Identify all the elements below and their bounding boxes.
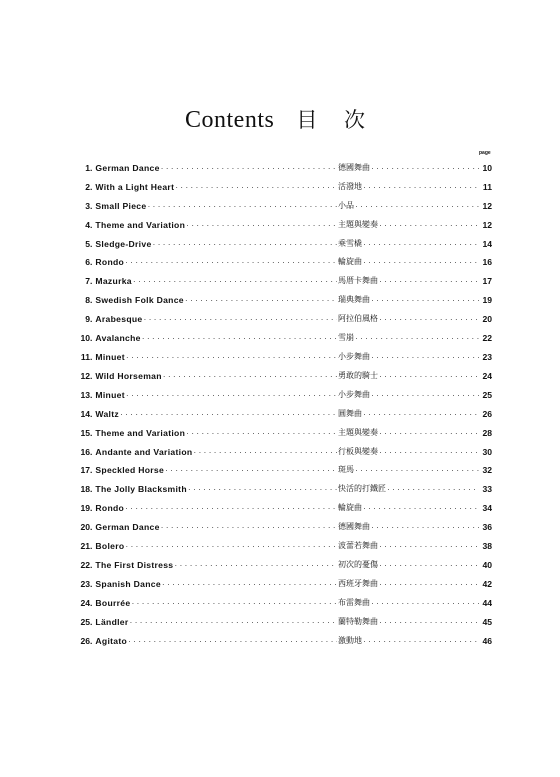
entry-english-title: With a Light Heart — [95, 181, 175, 192]
toc-entry[interactable] — [80, 173, 492, 192]
entry-number: 22 — [80, 559, 90, 570]
dot-leader — [379, 276, 479, 286]
dot-leader — [144, 314, 337, 324]
entry-chinese-part — [338, 163, 492, 173]
entry-page-number: 42 — [482, 578, 492, 589]
entry-english-title: Mazurka — [95, 276, 132, 287]
entry-number: 14 — [80, 408, 90, 419]
entry-page-number: 40 — [482, 559, 492, 570]
dot-leader — [379, 314, 479, 324]
dot-leader — [371, 390, 479, 400]
entry-english-part — [80, 201, 338, 211]
entry-number: 25 — [80, 616, 90, 627]
entry-chinese-part — [338, 239, 492, 249]
toc-entry[interactable] — [80, 513, 492, 532]
entry-english-title: Wild Horseman — [95, 370, 162, 381]
entry-chinese-part — [338, 503, 492, 513]
entry-chinese-part — [338, 522, 492, 532]
entry-number-dot: . — [90, 541, 93, 552]
toc-entry[interactable] — [80, 324, 492, 343]
entry-number-dot: . — [90, 219, 93, 230]
entry-english-title: Arabesque — [95, 314, 143, 325]
entry-number-dot: . — [90, 446, 93, 457]
entry-chinese-part — [338, 352, 492, 362]
entry-english-part — [80, 220, 338, 230]
entry-chinese-part — [338, 428, 492, 438]
dot-leader — [363, 409, 479, 419]
entry-chinese-title: 主題與變奏 — [338, 427, 378, 437]
entry-page-number: 22 — [482, 333, 492, 344]
entry-number-dot: . — [90, 616, 93, 627]
entry-page-number: 20 — [482, 314, 492, 325]
entry-page-number: 28 — [482, 427, 492, 438]
entry-english-title: Andante and Variation — [95, 446, 193, 457]
entry-page-number: 46 — [482, 635, 492, 646]
entry-number: 6 — [85, 257, 90, 268]
entry-number-dot: . — [90, 200, 93, 211]
toc-entry[interactable] — [80, 249, 492, 268]
entry-chinese-title: 德國舞曲 — [338, 162, 370, 172]
entry-number: 9 — [85, 314, 90, 325]
entry-number: 13 — [80, 389, 90, 400]
toc-entry[interactable] — [80, 362, 492, 381]
entry-number-dot: . — [90, 370, 93, 381]
dot-leader — [131, 598, 337, 608]
entry-number: 20 — [80, 522, 90, 533]
entry-english-title: Minuet — [95, 389, 125, 400]
table-of-contents — [80, 154, 492, 646]
entry-english-part — [80, 579, 338, 589]
entry-chinese-title: 西班牙舞曲 — [338, 578, 378, 588]
entry-chinese-part — [338, 390, 492, 400]
toc-entry[interactable] — [80, 192, 492, 211]
entry-number-dot: . — [90, 295, 93, 306]
dot-leader — [185, 295, 337, 305]
dot-leader — [125, 257, 337, 267]
entry-english-title: Minuet — [95, 351, 125, 362]
dot-leader — [371, 598, 479, 608]
entry-page-number: 12 — [482, 200, 492, 211]
entry-chinese-part — [338, 617, 492, 627]
dot-leader — [363, 239, 479, 249]
dot-leader — [379, 560, 479, 570]
entry-number: 2 — [85, 181, 90, 192]
toc-entry[interactable] — [80, 267, 492, 286]
dot-leader — [174, 560, 337, 570]
entry-english-title: Avalanche — [95, 333, 141, 344]
entry-number: 23 — [80, 578, 90, 589]
entry-page-number: 23 — [482, 351, 492, 362]
entry-english-title: Bolero — [95, 541, 125, 552]
entry-english-title: German Dance — [95, 162, 160, 173]
toc-entry[interactable] — [80, 343, 492, 362]
entry-chinese-title: 雪崩 — [338, 333, 354, 343]
entry-english-part — [80, 390, 338, 400]
dot-leader — [125, 541, 337, 551]
entry-chinese-title: 快活的打鐵匠 — [338, 484, 386, 494]
entry-number-dot: . — [90, 484, 93, 495]
dot-leader — [379, 371, 479, 381]
entry-english-title: Rondo — [95, 257, 125, 268]
entry-page-number: 10 — [482, 162, 492, 173]
toc-entry[interactable] — [80, 230, 492, 249]
entry-chinese-part — [338, 314, 492, 324]
entry-chinese-part — [338, 201, 492, 211]
entry-chinese-part — [338, 579, 492, 589]
entry-english-part — [80, 617, 338, 627]
entry-chinese-part — [338, 276, 492, 286]
entry-number-dot: . — [90, 408, 93, 419]
toc-entry[interactable] — [80, 589, 492, 608]
entry-number: 17 — [80, 465, 90, 476]
entry-page-number: 14 — [482, 238, 492, 249]
entry-number: 7 — [85, 276, 90, 287]
entry-english-title: Swedish Folk Dance — [95, 295, 184, 306]
entry-number: 24 — [80, 597, 90, 608]
dot-leader — [371, 163, 479, 173]
entry-chinese-title: 德國舞曲 — [338, 522, 370, 532]
entry-number: 5 — [85, 238, 90, 249]
entry-english-part — [80, 314, 338, 324]
toc-entry[interactable] — [80, 286, 492, 305]
dot-leader — [387, 484, 479, 494]
entry-chinese-part — [338, 560, 492, 570]
entry-number-dot: . — [90, 503, 93, 514]
entry-chinese-title: 波蕾若舞曲 — [338, 541, 378, 551]
entry-english-part — [80, 239, 338, 249]
entry-page-number: 11 — [482, 181, 492, 192]
entry-page-number: 19 — [482, 295, 492, 306]
entry-page-number: 33 — [482, 484, 492, 495]
dot-leader — [161, 522, 337, 532]
entry-english-title: Small Piece — [95, 200, 147, 211]
entry-english-title: The First Distress — [95, 559, 174, 570]
dot-leader — [128, 636, 337, 646]
toc-entry[interactable] — [80, 419, 492, 438]
entry-english-title: German Dance — [95, 522, 160, 533]
dot-leader — [371, 522, 479, 532]
entry-number: 21 — [80, 541, 90, 552]
dot-leader — [355, 333, 479, 343]
entry-english-title: Theme and Variation — [95, 427, 186, 438]
dot-leader — [379, 447, 479, 457]
dot-leader — [162, 579, 337, 589]
entry-number: 3 — [85, 200, 90, 211]
entry-number: 4 — [85, 219, 90, 230]
entry-chinese-title: 乘雪橇 — [338, 238, 362, 248]
entry-english-part — [80, 182, 338, 192]
entry-chinese-title: 蘭特勒舞曲 — [338, 616, 378, 626]
entry-number: 12 — [80, 370, 90, 381]
entry-number: 15 — [80, 427, 90, 438]
entry-number-dot: . — [90, 238, 93, 249]
entry-english-part — [80, 541, 338, 551]
entry-number-dot: . — [90, 314, 93, 325]
entry-page-number: 17 — [482, 276, 492, 287]
toc-entry[interactable] — [80, 211, 492, 230]
entry-chinese-part — [338, 484, 492, 494]
toc-entry[interactable] — [80, 475, 492, 494]
dot-leader — [142, 333, 337, 343]
entry-number: 18 — [80, 484, 90, 495]
entry-english-part — [80, 636, 338, 646]
entry-number-dot: . — [90, 465, 93, 476]
entry-english-part — [80, 598, 338, 608]
entry-chinese-title: 激動地 — [338, 635, 362, 645]
entry-english-title: Agitato — [95, 635, 128, 646]
entry-chinese-title: 瑞典舞曲 — [338, 295, 370, 305]
entry-chinese-title: 圓舞曲 — [338, 408, 362, 418]
entry-chinese-part — [338, 257, 492, 267]
dot-leader — [379, 428, 479, 438]
entry-english-part — [80, 447, 338, 457]
entry-chinese-title: 輪旋曲 — [338, 257, 362, 267]
entry-english-part — [80, 257, 338, 267]
toc-entry[interactable] — [80, 457, 492, 476]
entry-chinese-title: 行板與變奏 — [338, 446, 378, 456]
entry-english-part — [80, 409, 338, 419]
entry-number-dot: . — [90, 257, 93, 268]
entry-page-number: 16 — [482, 257, 492, 268]
entry-chinese-title: 勇敢的騎士 — [338, 370, 378, 380]
entry-number-dot: . — [90, 559, 93, 570]
entry-number-dot: . — [90, 351, 93, 362]
dot-leader — [371, 352, 479, 362]
dot-leader — [147, 201, 337, 211]
dot-leader — [165, 465, 337, 475]
entry-chinese-part — [338, 371, 492, 381]
entry-chinese-part — [338, 182, 492, 192]
entry-chinese-title: 活潑地 — [338, 181, 362, 191]
entry-chinese-title: 輪旋曲 — [338, 503, 362, 513]
entry-chinese-title: 斑馬 — [338, 465, 354, 475]
entry-number: 8 — [85, 295, 90, 306]
entry-english-title: Bourrée — [95, 597, 131, 608]
dot-leader — [186, 428, 337, 438]
entry-english-part — [80, 522, 338, 532]
entry-number: 19 — [80, 503, 90, 514]
title-chinese: 目 次 — [296, 108, 376, 132]
dot-leader — [355, 465, 479, 475]
entry-english-part — [80, 428, 338, 438]
dot-leader — [161, 163, 337, 173]
entry-chinese-part — [338, 333, 492, 343]
dot-leader — [133, 276, 337, 286]
entry-page-number: 12 — [482, 219, 492, 230]
entry-english-title: Spanish Dance — [95, 578, 161, 589]
entry-chinese-title: 阿拉伯風格 — [338, 314, 378, 324]
entry-chinese-title: 小品 — [338, 200, 354, 210]
entry-chinese-part — [338, 220, 492, 230]
entry-page-number: 36 — [482, 522, 492, 533]
toc-entry[interactable] — [80, 381, 492, 400]
dot-leader — [379, 617, 479, 627]
dot-leader — [193, 447, 337, 457]
entry-number-dot: . — [90, 522, 93, 533]
dot-leader — [120, 409, 337, 419]
entry-english-title: The Jolly Blacksmith — [95, 484, 187, 495]
toc-entry[interactable] — [80, 551, 492, 570]
entry-english-part — [80, 333, 338, 343]
dot-leader — [379, 579, 479, 589]
dot-leader — [363, 257, 479, 267]
entry-chinese-title: 小步舞曲 — [338, 389, 370, 399]
entry-page-number: 44 — [482, 597, 492, 608]
dot-leader — [363, 182, 479, 192]
dot-leader — [379, 220, 479, 230]
entry-chinese-part — [338, 465, 492, 475]
entry-english-part — [80, 163, 338, 173]
entry-number-dot: . — [90, 389, 93, 400]
dot-leader — [188, 484, 337, 494]
entry-english-part — [80, 295, 338, 305]
entry-english-title: Theme and Variation — [95, 219, 186, 230]
entry-number: 26 — [80, 635, 90, 646]
dot-leader — [126, 390, 337, 400]
dot-leader — [163, 371, 337, 381]
entry-number-dot: . — [90, 333, 93, 344]
entry-english-part — [80, 276, 338, 286]
entry-page-number: 30 — [482, 446, 492, 457]
entry-chinese-title: 小步舞曲 — [338, 351, 370, 361]
entry-english-title: Waltz — [95, 408, 120, 419]
entry-chinese-part — [338, 295, 492, 305]
toc-entry[interactable] — [80, 627, 492, 646]
title-english: Contents — [184, 107, 275, 133]
toc-entry[interactable] — [80, 608, 492, 627]
entry-page-number: 24 — [482, 370, 492, 381]
entry-number: 10 — [80, 333, 90, 344]
entry-chinese-title: 主題與變奏 — [338, 219, 378, 229]
toc-entry[interactable] — [80, 570, 492, 589]
entry-chinese-part — [338, 598, 492, 608]
entry-page-number: 38 — [482, 541, 492, 552]
entry-number: 11 — [80, 351, 90, 362]
entry-number-dot: . — [90, 276, 93, 287]
entry-english-title: Rondo — [95, 503, 125, 514]
toc-entry[interactable] — [80, 154, 492, 173]
toc-entry[interactable] — [80, 438, 492, 457]
entry-number-dot: . — [90, 427, 93, 438]
dot-leader — [379, 541, 479, 551]
dot-leader — [130, 617, 337, 627]
entry-page-number: 32 — [482, 465, 492, 476]
dot-leader — [175, 182, 337, 192]
entry-chinese-part — [338, 447, 492, 457]
entry-number: 16 — [80, 446, 90, 457]
dot-leader — [371, 295, 479, 305]
entry-chinese-part — [338, 636, 492, 646]
dot-leader — [153, 239, 337, 249]
entry-number: 1 — [85, 162, 90, 173]
entry-chinese-title: 布雷舞曲 — [338, 597, 370, 607]
dot-leader — [363, 503, 479, 513]
toc-entry[interactable] — [80, 400, 492, 419]
entry-chinese-part — [338, 541, 492, 551]
entry-page-number: 25 — [482, 389, 492, 400]
entry-chinese-title: 馬厝卡舞曲 — [338, 276, 378, 286]
entry-english-title: Speckled Horse — [95, 465, 165, 476]
page-title — [0, 104, 560, 134]
entry-english-part — [80, 371, 338, 381]
entry-number-dot: . — [90, 578, 93, 589]
dot-leader — [363, 636, 479, 646]
entry-page-number: 26 — [482, 408, 492, 419]
dot-leader — [125, 503, 337, 513]
entry-chinese-title: 初次的憂傷 — [338, 559, 378, 569]
entry-english-title: Ländler — [95, 616, 129, 627]
toc-entry[interactable] — [80, 532, 492, 551]
dot-leader — [355, 201, 479, 211]
page-column-header: page — [479, 150, 491, 156]
toc-entry[interactable] — [80, 305, 492, 324]
dot-leader — [186, 220, 337, 230]
entry-number-dot: . — [90, 162, 93, 173]
entry-page-number: 34 — [482, 503, 492, 514]
dot-leader — [126, 352, 337, 362]
entry-english-part — [80, 352, 338, 362]
entry-english-part — [80, 503, 338, 513]
entry-chinese-part — [338, 409, 492, 419]
entry-english-part — [80, 560, 338, 570]
entry-number-dot: . — [90, 597, 93, 608]
entry-english-part — [80, 465, 338, 475]
toc-entry[interactable] — [80, 494, 492, 513]
entry-page-number: 45 — [482, 616, 492, 627]
entry-number-dot: . — [90, 635, 93, 646]
entry-number-dot: . — [90, 181, 93, 192]
entry-english-title: Sledge-Drive — [95, 238, 152, 249]
entry-english-part — [80, 484, 338, 494]
